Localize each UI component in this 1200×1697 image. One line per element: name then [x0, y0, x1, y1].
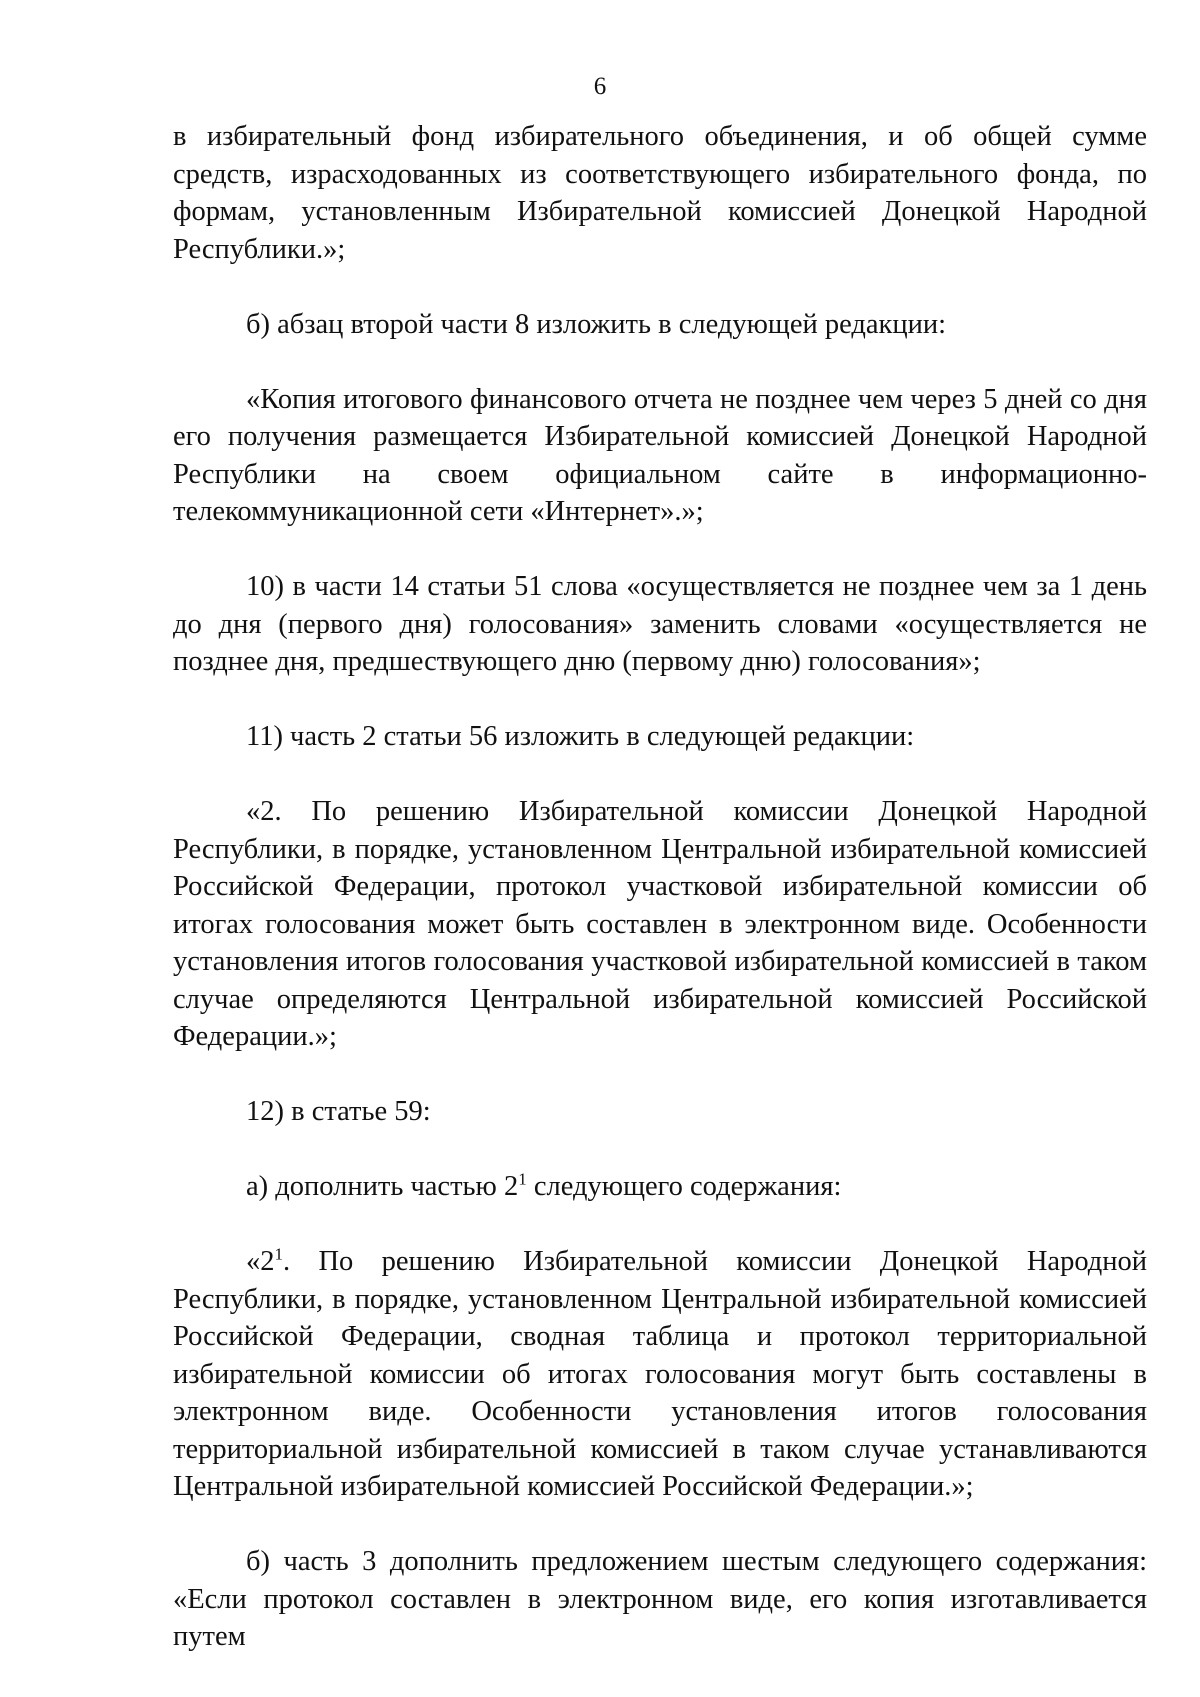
text-fragment: «2	[246, 1246, 275, 1277]
paragraph-item-11: 11) часть 2 статьи 56 изложить в следующей редакции:	[246, 721, 915, 752]
paragraph-item-12b: б) часть 3 дополнить предложением шестым следующего содержания: «Если протокол составлен в электронном виде, его копия изготавливается путем	[173, 1546, 1147, 1652]
paragraph-item-12a	[173, 1168, 1147, 1206]
paragraph-quote-part-2: «2. По решению Избирательной комиссии Донецкой Народной Республики, в порядке, установленном Центральной избирательной комиссией Российской Федерации, протокол участковой избирательной комиссии об итогах голосования может быть составлен в электронном виде. Особенности установления итогов голосования участковой избирательной комиссией в таком случае определяются Центральной избирательной комиссией Российской Федерации.»;	[173, 796, 1147, 1052]
superscript: 1	[518, 1169, 527, 1189]
paragraph-item-12: 12) в статье 59:	[246, 1096, 431, 1127]
paragraph-quote-financial-report: «Копия итогового финансового отчета не позднее чем через 5 дней со дня его получения размещается Избирательной комиссией Донецкой Народной Республики на своем официальном сайте в информационно-телекоммуникационной сети «Интернет».»;	[173, 383, 1147, 527]
paragraph-continuation: в избирательный фонд избирательного объединения, и об общей сумме средств, израсходованных из соответствующего избирательного фонда, по формам, установленным Избирательной комиссией Донецкой Народной Республики.»;	[173, 121, 1147, 265]
text-fragment: . По решению Избирательной комиссии Донецкой Народной Республики, в порядке, установленном Центральной избирательной комиссией Российской Федерации, сводная таблица и протокол территориальной избирательной комиссии об итогах голосования могут быть составлены в электронном виде. Особенности установления итогов голосования территориальной избирательной комиссией в таком случае устанавливаются Центральной избирательной комиссией Российской Федерации.»;	[173, 1246, 1147, 1502]
paragraph-item-10: 10) в части 14 статьи 51 слова «осуществляется не позднее чем за 1 день до дня (первого дня) голосования» заменить словами «осуществляется не позднее дня, предшествующего дню (первому дню) голосования»;	[173, 571, 1147, 677]
text-fragment: следующего содержания:	[526, 1171, 842, 1202]
text-fragment: а) дополнить частью 2	[246, 1171, 519, 1202]
superscript: 1	[274, 1244, 284, 1264]
page-number: 6	[593, 73, 607, 100]
document-body	[173, 118, 1147, 1656]
paragraph-amendment-b-part-8: б) абзац второй части 8 изложить в следующей редакции:	[246, 308, 947, 340]
paragraph-quote-part-2-1	[173, 1243, 1147, 1506]
